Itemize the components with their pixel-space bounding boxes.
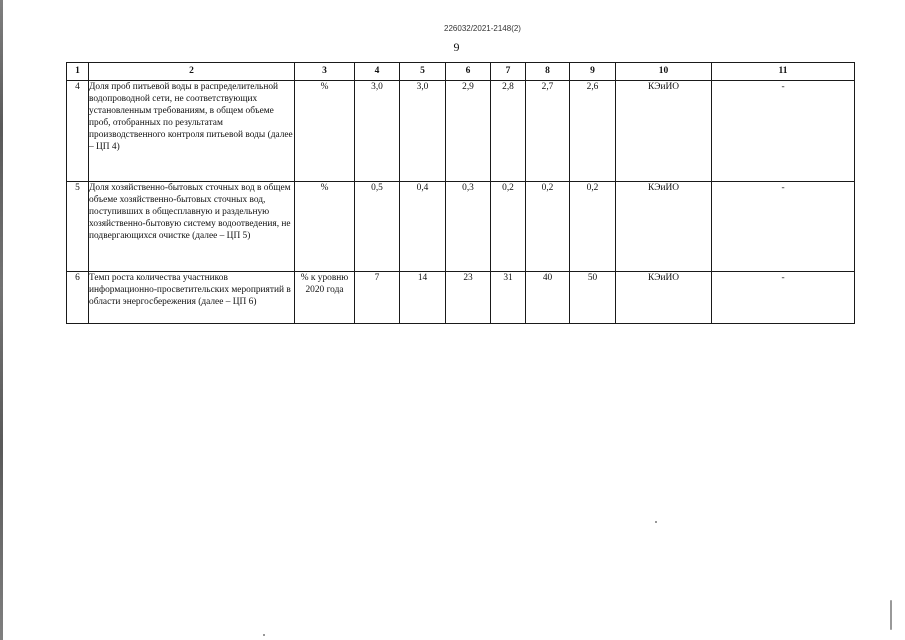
table-header: [67, 63, 855, 81]
table-row: [67, 272, 855, 324]
scan-speck: [655, 521, 657, 523]
header-col-10: 10: [616, 63, 712, 81]
value-col-5: 3,0: [400, 81, 446, 182]
unit-cell: % к уровню 2020 года: [295, 272, 355, 324]
indicator-description: Доля проб питьевой воды в распределительной водопроводной сети, не соответствующих установленным требованиям, в общем объеме проб, отобранных по результатам производственного контроля питьевой воды (далее – ЦП 4): [89, 81, 295, 182]
value-col-9: 50: [570, 272, 616, 324]
row-number: 4: [67, 81, 89, 182]
table-row: [67, 81, 855, 182]
scan-speck: [890, 600, 892, 630]
value-col-5: 0,4: [400, 182, 446, 272]
value-col-5: 14: [400, 272, 446, 324]
note-cell: -: [712, 81, 855, 182]
indicator-description: Темп роста количества участников информационно-просветительских мероприятий в области энергосбережения (далее – ЦП 6): [89, 272, 295, 324]
unit-cell: %: [295, 182, 355, 272]
responsible-cell: КЭиИО: [616, 272, 712, 324]
value-col-7: 0,2: [491, 182, 526, 272]
responsible-cell: КЭиИО: [616, 182, 712, 272]
header-col-3: 3: [295, 63, 355, 81]
header-col-9: 9: [570, 63, 616, 81]
value-col-6: 23: [446, 272, 491, 324]
header-col-6: 6: [446, 63, 491, 81]
value-col-4: 3,0: [355, 81, 400, 182]
header-col-7: 7: [491, 63, 526, 81]
value-col-9: 0,2: [570, 182, 616, 272]
header-col-8: 8: [526, 63, 570, 81]
scan-edge-artifact: [0, 0, 3, 640]
header-col-11: 11: [712, 63, 855, 81]
row-number: 5: [67, 182, 89, 272]
value-col-9: 2,6: [570, 81, 616, 182]
document-id: 226032/2021-2148(2): [444, 24, 521, 33]
header-col-2: 2: [89, 63, 295, 81]
responsible-cell: КЭиИО: [616, 81, 712, 182]
value-col-8: 0,2: [526, 182, 570, 272]
header-row: [67, 63, 855, 81]
page-number: 9: [453, 40, 460, 54]
header-col-5: 5: [400, 63, 446, 81]
row-number: 6: [67, 272, 89, 324]
value-col-7: 2,8: [491, 81, 526, 182]
indicator-description: Доля хозяйственно-бытовых сточных вод в общем объеме хозяйственно-бытовых сточных вод, поступивших в общесплавную и раздельную хозяйственно-бытовую систему водоотведения, не подвергающихся очистке (далее – ЦП 5): [89, 182, 295, 272]
value-col-4: 7: [355, 272, 400, 324]
header-col-4: 4: [355, 63, 400, 81]
table-row: [67, 182, 855, 272]
value-col-6: 0,3: [446, 182, 491, 272]
note-cell: -: [712, 182, 855, 272]
unit-cell: %: [295, 81, 355, 182]
indicators-table: [66, 62, 855, 324]
value-col-8: 40: [526, 272, 570, 324]
scan-speck: [263, 634, 265, 636]
note-cell: -: [712, 272, 855, 324]
value-col-8: 2,7: [526, 81, 570, 182]
value-col-6: 2,9: [446, 81, 491, 182]
value-col-7: 31: [491, 272, 526, 324]
value-col-4: 0,5: [355, 182, 400, 272]
header-col-1: 1: [67, 63, 89, 81]
